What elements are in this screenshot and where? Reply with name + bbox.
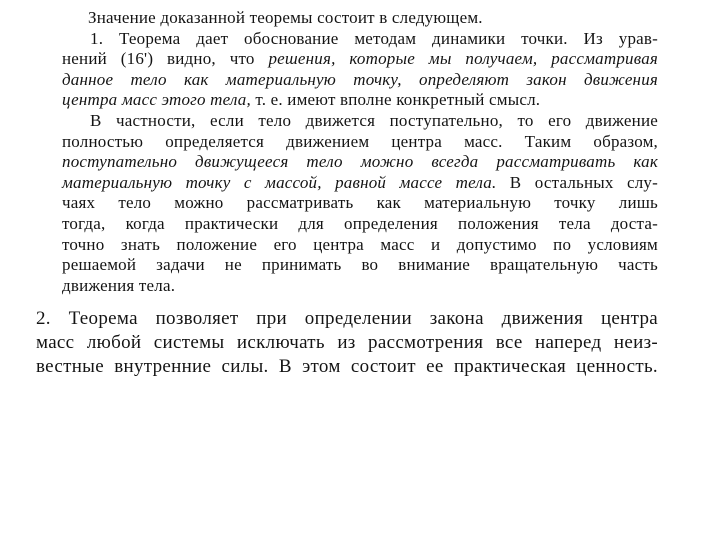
text-segment: решаемой задачи не принимать во внимание вращательную часть bbox=[62, 255, 658, 275]
text-line bbox=[62, 173, 658, 194]
text-line bbox=[62, 90, 658, 111]
text-segment: В частности, если тело движется поступательно, то его движение bbox=[90, 110, 658, 130]
text-line bbox=[62, 132, 658, 153]
internal-forces-paragraph bbox=[36, 307, 658, 379]
text-segment: тогда, когда практически для определения положения тела доста- bbox=[62, 213, 658, 233]
text-segment: полностью определяется движением центра масс. Таким образом, bbox=[62, 131, 658, 151]
text-segment: Значение доказанной теоремы состоит в следующем. bbox=[88, 8, 483, 27]
text-segment: чаях тело можно рассматривать как материальную точку лишь bbox=[62, 193, 658, 213]
text-line bbox=[36, 355, 658, 379]
text-line bbox=[62, 8, 658, 29]
text-segment: 2. Теорема позволяет при определении закона движения центра bbox=[36, 308, 658, 329]
text-line bbox=[62, 235, 658, 256]
text-line bbox=[62, 49, 658, 70]
text-segment: движения тела. bbox=[62, 275, 176, 295]
text-line bbox=[62, 255, 658, 276]
text-segment: масс любой системы исключать из рассмотрения все наперед неиз- bbox=[36, 332, 658, 353]
italic-text-segment: материальную точку с массой, равной массе тела. bbox=[62, 172, 497, 192]
text-line bbox=[62, 29, 658, 50]
text-line bbox=[62, 276, 658, 297]
text-segment: т. е. имеют вполне конкретный смысл. bbox=[250, 90, 541, 110]
theorem-significance-paragraph bbox=[62, 8, 658, 296]
text-segment: точно знать положение его центра масс и допустимо по условиям bbox=[62, 234, 658, 254]
text-line bbox=[62, 214, 658, 235]
text-line bbox=[62, 111, 658, 132]
text-segment: нений (16') видно, что bbox=[62, 49, 269, 69]
text-line bbox=[36, 307, 658, 331]
italic-text-segment: центра масс этого тела, bbox=[62, 90, 251, 110]
text-segment: В остальных слу- bbox=[496, 172, 658, 192]
italic-text-segment: данное тело как материальную точку, определяют закон движения bbox=[62, 69, 658, 89]
text-line bbox=[62, 152, 658, 173]
text-line bbox=[62, 70, 658, 91]
text-line bbox=[62, 193, 658, 214]
text-segment: вестные внутренние силы. В этом состоит ее практическая ценность. bbox=[36, 356, 658, 377]
text-line bbox=[36, 331, 658, 355]
italic-text-segment: поступательно движущееся тело можно всегда рассматривать как bbox=[62, 152, 658, 172]
italic-text-segment: решения, которые мы получаем, рассматривая bbox=[268, 49, 658, 69]
text-segment: 1. Теорема дает обоснование методам динамики точки. Из урав- bbox=[90, 28, 658, 48]
